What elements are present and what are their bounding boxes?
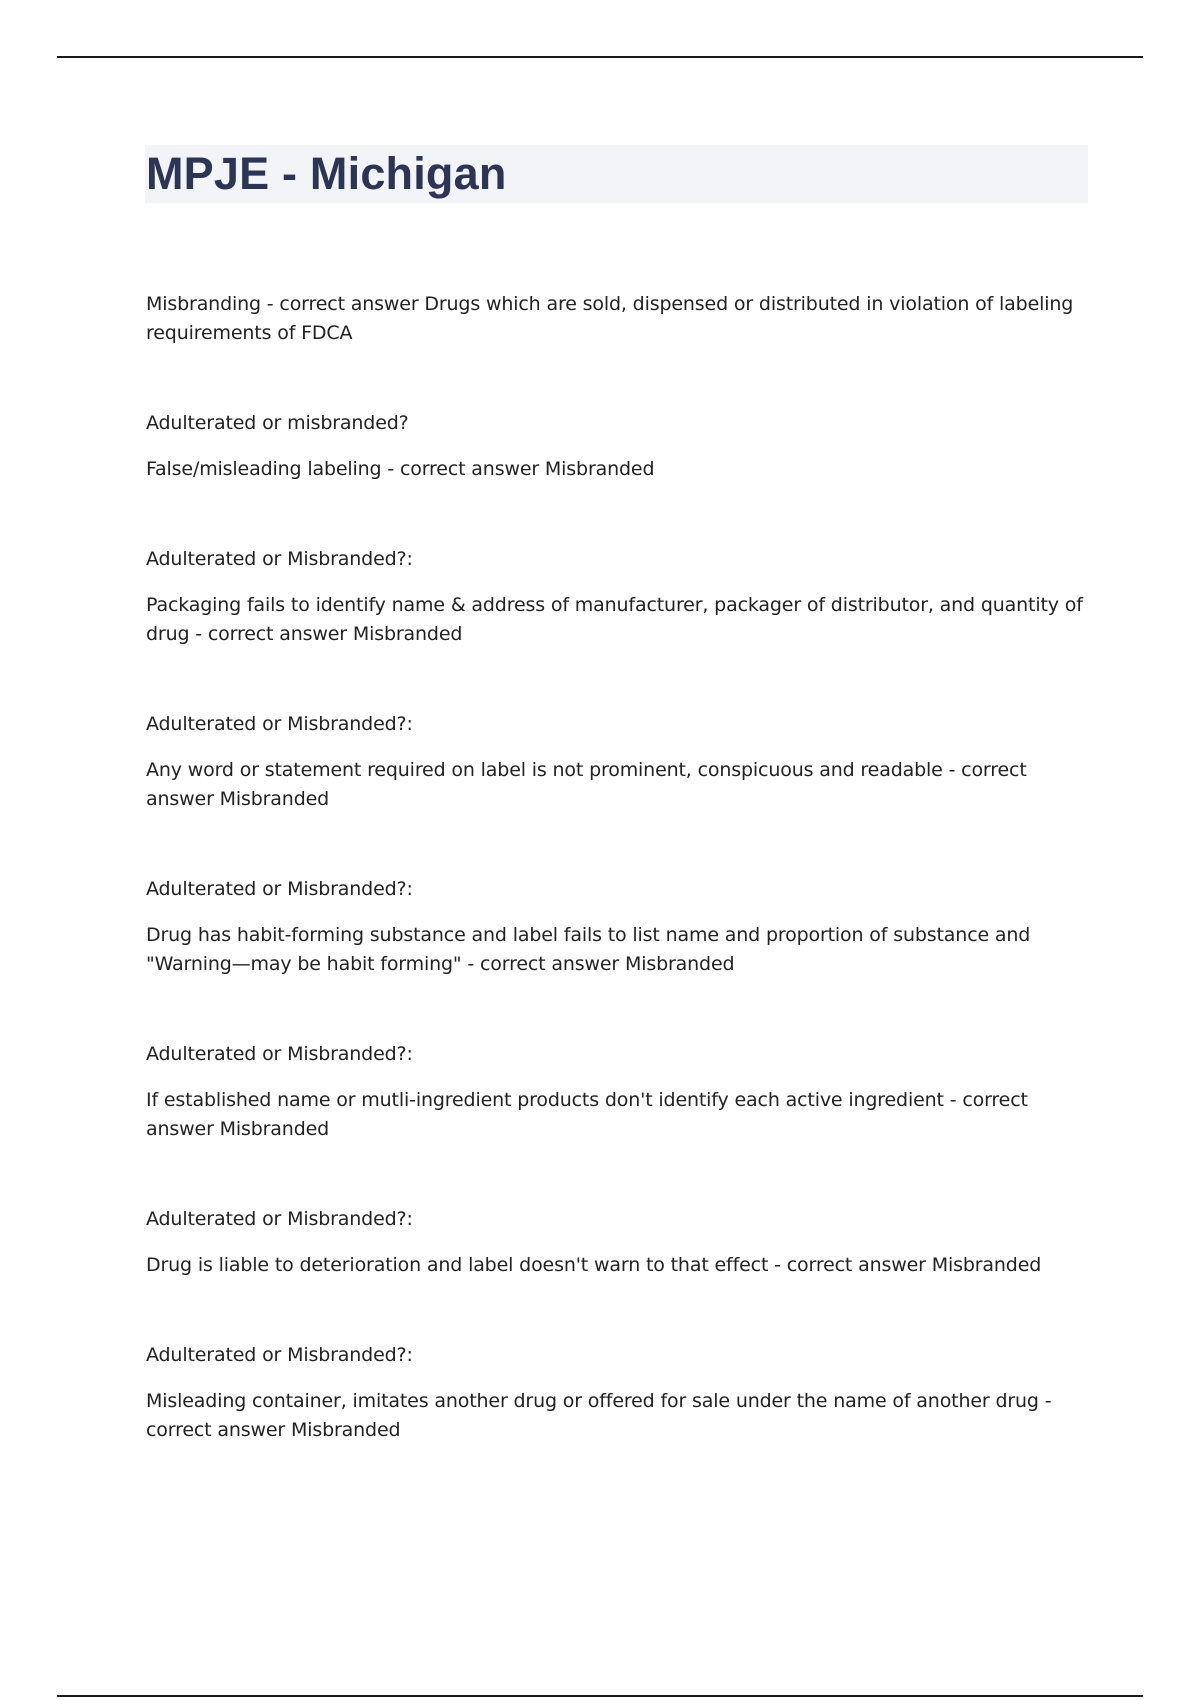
flashcard-answer: If established name or mutli-ingredient products don't identify each active ingredient - correct answer Misbranded	[146, 1089, 1028, 1140]
flashcard-question: Adulterated or Misbranded?:	[146, 1208, 413, 1230]
bottom-divider	[57, 1695, 1143, 1697]
flashcard-question: Adulterated or Misbranded?:	[146, 1344, 413, 1366]
flashcard-question: Adulterated or misbranded?	[146, 412, 409, 434]
flashcard-question: Adulterated or Misbranded?:	[146, 713, 413, 735]
flashcard-question: Adulterated or Misbranded?:	[146, 878, 413, 900]
page-title: MPJE - Michigan	[146, 148, 507, 199]
flashcard-answer: Drug has habit-forming substance and label fails to list name and proportion of substance and "Warning—may be habit forming" - correct answer Misbranded	[146, 924, 1031, 975]
flashcard-question: Adulterated or Misbranded?:	[146, 1043, 413, 1065]
flashcard-answer: Any word or statement required on label is not prominent, conspicuous and readable - correct answer Misbranded	[146, 759, 1027, 810]
flashcard-answer: Packaging fails to identify name & address of manufacturer, packager of distributor, and quantity of drug - correct answer Misbranded	[146, 594, 1083, 645]
top-divider	[57, 56, 1143, 58]
flashcard-answer: Misleading container, imitates another drug or offered for sale under the name of another drug - correct answer Misbranded	[146, 1390, 1052, 1441]
document-body	[146, 290, 1086, 1445]
flashcard-answer: Drug is liable to deterioration and label doesn't warn to that effect - correct answer Misbranded	[146, 1254, 1042, 1276]
flashcard-definition: Misbranding - correct answer Drugs which are sold, dispensed or distributed in violation of labeling requirements of FDCA	[146, 293, 1074, 344]
flashcard-answer: False/misleading labeling - correct answer Misbranded	[146, 458, 655, 480]
flashcard-question: Adulterated or Misbranded?:	[146, 548, 413, 570]
